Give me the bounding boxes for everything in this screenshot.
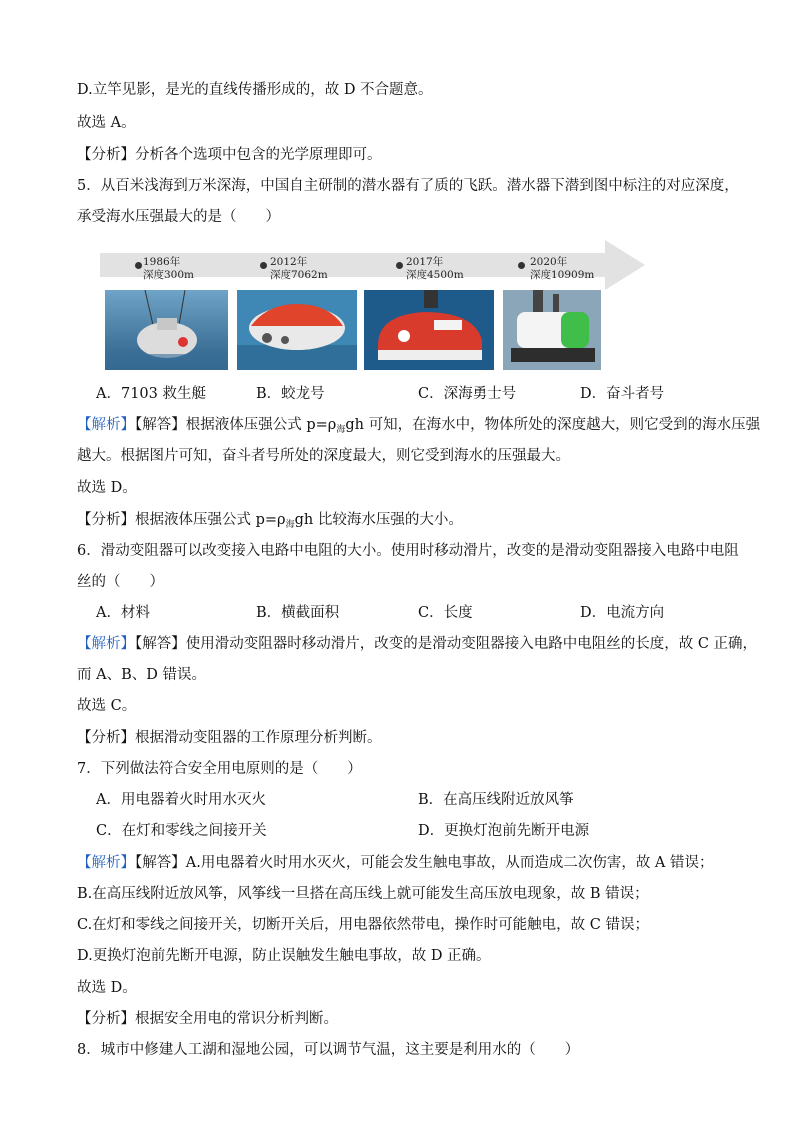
q5-solution-line: 越大。根据图片可知，奋斗者号所处的深度最大，则它受到海水的压强最大。	[77, 448, 570, 464]
fendouzhe-photo	[503, 290, 601, 370]
q5-option-c: C．深海勇士号	[418, 386, 517, 402]
q6-option-d: D．电流方向	[580, 605, 665, 621]
q6-option-a: A．材料	[96, 605, 150, 621]
q7-option-b: B．在高压线附近放风筝	[418, 792, 574, 808]
q6-analysis-line: 【分析】根据滑动变阻器的工作原理分析判断。	[77, 730, 382, 746]
q7-solution-line: D.更换灯泡前先断开电源，防止误触发生触电事故，故 D 正确。	[77, 948, 491, 964]
timeline-label: 2012年 深度7062m	[270, 256, 328, 281]
q6-solution-line: 【解析】【解答】使用滑动变阻器时移动滑片，改变的是滑动变阻器接入电路中电阻丝的长度，故 C 正确，	[77, 636, 758, 652]
q5-option-b: B．蛟龙号	[256, 386, 325, 402]
question-7-text: 7．下列做法符合安全用电原则的是（ ）	[77, 761, 362, 777]
timeline-label: 1986年 深度300m	[143, 256, 194, 281]
analysis-line: 【分析】分析各个选项中包含的光学原理即可。	[77, 147, 382, 163]
q6-option-c: C．长度	[418, 605, 473, 621]
submersible-timeline-figure	[100, 240, 645, 375]
q5-answer-line: 故选 D。	[77, 480, 137, 496]
q5-analysis-line: 【分析】根据液体压强公式 $p=\rho_海gh$ 比较海水压强的大小。	[77, 512, 463, 530]
q7-solution-line: C.在灯和零线之间接开关，切断开关后，用电器依然带电，操作时可能触电，故 C 错误；	[77, 917, 649, 933]
q6-option-b: B．横截面积	[256, 605, 340, 621]
timeline-dot	[396, 262, 403, 269]
timeline-label: 2020年 深度10909m	[530, 256, 595, 281]
q5-option-d: D．奋斗者号	[580, 386, 665, 402]
timeline-dot	[260, 262, 267, 269]
q7-option-c: C．在灯和零线之间接开关	[96, 823, 267, 839]
q7-solution-line: 【解析】【解答】A.用电器着火时用水灭火，可能会发生触电事故，从而造成二次伤害，故 A 错误；	[77, 855, 714, 871]
question-6-text: 6．滑动变阻器可以改变接入电路中电阻的大小。使用时移动滑片，改变的是滑动变阻器接入电路中电阻	[77, 543, 739, 559]
jiaolong-photo	[237, 290, 357, 370]
answer-line: 故选 A。	[77, 115, 136, 131]
q6-answer-line: 故选 C。	[77, 698, 137, 714]
text-line: D.立竿见影，是光的直线传播形成的，故 D 不合题意。	[77, 82, 433, 98]
q5-solution-line: 【解析】【解答】根据液体压强公式 $p=\rho_海gh$ 可知，在海水中，物体所处的深度越大，则它受到的海水压强	[77, 417, 761, 435]
shenhai-yongshi-photo	[364, 290, 494, 370]
rescue-boat-7103-photo	[105, 290, 228, 370]
question-5-text-cont: 承受海水压强最大的是（ ）	[77, 209, 280, 225]
q6-solution-line: 而 A、B、D 错误。	[77, 667, 206, 683]
solution-tag: 【解析】	[77, 636, 135, 652]
q7-solution-line: B.在高压线附近放风筝，风筝线一旦搭在高压线上就可能发生高压放电现象，故 B 错误；	[77, 886, 649, 902]
question-5-text: 5．从百米浅海到万米深海，中国自主研制的潜水器有了质的飞跃。潜水器下潜到图中标注的对应深度，	[77, 178, 739, 194]
q7-answer-line: 故选 D。	[77, 980, 137, 996]
q5-option-a: A．7103 救生艇	[96, 386, 206, 402]
solution-tag: 【解析】	[77, 417, 135, 433]
q7-option-a: A．用电器着火时用水灭火	[96, 792, 266, 808]
q7-analysis-line: 【分析】根据安全用电的常识分析判断。	[77, 1011, 338, 1027]
solution-tag: 【解析】	[77, 855, 135, 871]
timeline-dot	[135, 262, 142, 269]
question-8-text: 8．城市中修建人工湖和湿地公园，可以调节气温，这主要是利用水的（ ）	[77, 1042, 580, 1058]
timeline-dot	[518, 262, 525, 269]
question-6-text-cont: 丝的（ ）	[77, 574, 164, 590]
timeline-label: 2017年 深度4500m	[406, 256, 464, 281]
q7-option-d: D．更换灯泡前先断开电源	[418, 823, 590, 839]
